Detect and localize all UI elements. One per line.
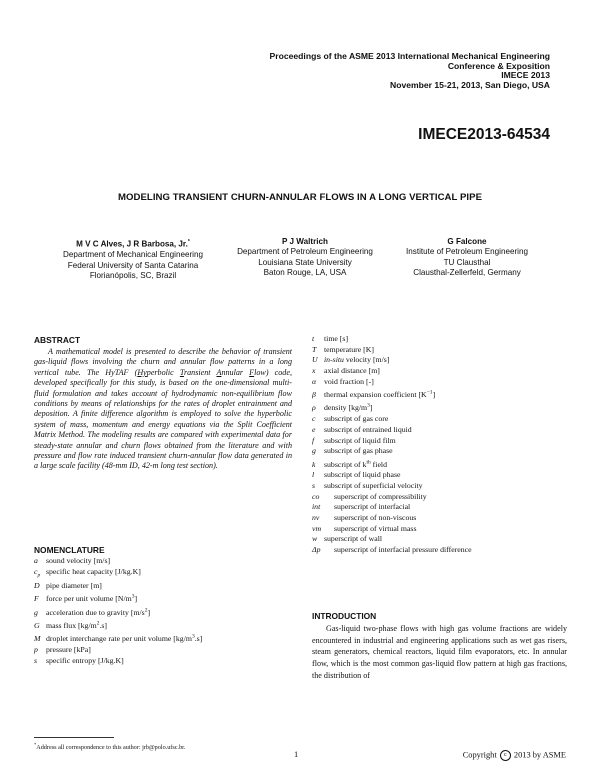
nomenclature-description: droplet interchange rate per unit volume $[kg/m^3.s]$ — [46, 633, 203, 644]
nomenclature-symbol: g — [34, 607, 38, 617]
author-inst: Louisiana State University — [258, 257, 352, 267]
author-name: P J Waltrich — [282, 237, 328, 246]
nomenclature-symbol: w — [312, 534, 318, 544]
nomenclature-description: superscript of compressibility — [334, 491, 427, 501]
nomenclature-entry — [312, 401, 567, 414]
author-name: G Falcone — [447, 237, 487, 246]
introduction-body: Gas-liquid two-phase flows with high gas volume fractions are widely encountered in industrial and engineering applications such as wet gas risers, steam generators, chemical reactors, liquid film evaporators, etc. In annular flow, which is the most common gas-liquid flow pattern at high gas fractions, the distribution of — [312, 624, 567, 680]
author-name: M V C Alves, J R Barbosa, Jr. — [76, 239, 188, 249]
nomenclature-symbol: co — [312, 491, 320, 501]
nomenclature-entry — [312, 355, 567, 366]
author-block-1 — [38, 237, 228, 281]
nomenclature-description: temperature [K] — [324, 344, 375, 354]
nomenclature-entry — [312, 414, 567, 425]
nomenclature-entry — [312, 334, 567, 345]
nomenclature-entry — [312, 513, 567, 524]
nomenclature-description: subscript of entrained liquid — [324, 424, 412, 434]
nomenclature-description: pressure [kPa] — [46, 644, 91, 654]
nomenclature-description: specific entropy [J/kg.K] — [46, 655, 124, 665]
author-loc: Clausthal-Zellerfeld, Germany — [413, 268, 521, 278]
author-dept: Department of Petroleum Engineering — [237, 247, 373, 257]
nomenclature-description: void fraction [-] — [324, 376, 374, 386]
nomenclature-symbol: G — [34, 620, 40, 630]
author-mark: * — [187, 239, 190, 245]
nomenclature-symbol: f — [312, 435, 315, 445]
nomenclature-symbol: t — [312, 334, 315, 343]
introduction-heading: INTRODUCTION — [312, 611, 377, 621]
nomenclature-symbol: x — [312, 366, 316, 376]
author-inst: Federal University of Santa Catarina — [67, 260, 199, 270]
proceedings-line-4: November 15-21, 2013, San Diego, USA — [389, 79, 550, 90]
nomenclature-entry — [34, 556, 292, 567]
nomenclature-description: acceleration due to gravity $[m/s^2]$ — [46, 606, 151, 617]
nomenclature-entry — [312, 366, 567, 377]
nomenclature-entry — [34, 581, 292, 592]
nomenclature-symbol: U — [312, 355, 318, 365]
author-inst: TU Clausthal — [443, 257, 491, 267]
nomenclature-symbol: s — [312, 480, 316, 490]
nomenclature-entry — [312, 481, 567, 492]
nomenclature-description: superscript of wall — [324, 534, 383, 544]
nomenclature-entry — [312, 388, 567, 401]
footnote-text: Address all correspondence to this author: jrb@polo.ufsc.br. — [36, 744, 186, 752]
nomenclature-description: mass flux $[kg/m^2.s]$ — [46, 620, 108, 630]
footnote-mark: * — [34, 742, 37, 747]
nomenclature-heading: NOMENCLATURE — [34, 545, 105, 555]
paper-id: IMECE2013-64534 — [418, 126, 550, 143]
nomenclature-entry — [34, 592, 292, 605]
nomenclature-entry — [34, 656, 292, 667]
nomenclature-list-left — [34, 556, 292, 666]
nomenclature-symbol: β — [312, 390, 316, 400]
nomenclature-entry — [312, 345, 567, 356]
nomenclature-entry — [312, 446, 567, 457]
nomenclature-description: subscript of gas core — [324, 414, 389, 424]
nomenclature-entry — [34, 632, 292, 645]
nomenclature-entry — [34, 618, 292, 631]
author-block-3 — [372, 237, 562, 279]
nomenclature-description: thermal expansion coefficient $[K^{-1}]$ — [324, 389, 436, 400]
nomenclature-symbol: p — [34, 644, 38, 654]
nomenclature-entry — [312, 545, 567, 556]
nomenclature-symbol: T — [312, 344, 317, 354]
nomenclature-entry — [34, 605, 292, 618]
nomenclature-description: superscript of interfacial — [334, 502, 411, 512]
nomenclature-list-right — [312, 334, 567, 556]
nomenclature-description: superscript of non-viscous — [334, 513, 417, 523]
nomenclature-symbol: k — [312, 459, 316, 469]
nomenclature-entry — [312, 377, 567, 388]
nomenclature-symbol: l — [312, 470, 315, 480]
nomenclature-symbol: g — [312, 446, 316, 456]
copyright-icon: c — [500, 750, 511, 761]
footnote — [34, 742, 185, 751]
nomenclature-symbol: α — [312, 376, 317, 386]
nomenclature-entry — [312, 436, 567, 447]
nomenclature-entry — [312, 502, 567, 513]
nomenclature-description: subscript of $k^{th}$ field — [324, 458, 387, 469]
proceedings-line-1: Proceedings of the ASME 2013 International Mechanical Engineering — [269, 51, 550, 61]
nomenclature-description: pipe diameter [m] — [46, 580, 102, 590]
nomenclature-symbol: F — [34, 594, 39, 604]
nomenclature-description: axial distance [m] — [324, 366, 380, 376]
nomenclature-symbol: a — [34, 556, 38, 565]
nomenclature-entry — [312, 524, 567, 535]
nomenclature-symbol: vm — [312, 523, 322, 533]
nomenclature-symbol: Δp — [312, 545, 321, 555]
nomenclature-symbol: ρ — [312, 403, 316, 413]
nomenclature-description: subscript of liquid film — [324, 435, 396, 445]
proceedings-header — [270, 52, 550, 90]
nomenclature-description: superscript of virtual mass — [334, 523, 417, 533]
nomenclature-symbol: $c_p$ — [34, 566, 41, 579]
nomenclature-symbol: int — [312, 502, 321, 512]
nomenclature-description: force per unit volume $[N/m^3]$ — [46, 593, 138, 604]
nomenclature-entry — [312, 425, 567, 436]
nomenclature-description: subscript of gas phase — [324, 446, 393, 456]
author-dept: Department of Mechanical Engineering — [63, 250, 203, 260]
nomenclature-symbol: D — [34, 580, 40, 590]
nomenclature-description: subscript of liquid phase — [324, 470, 401, 480]
nomenclature-symbol: e — [312, 424, 316, 434]
author-dept: Institute of Petroleum Engineering — [406, 247, 528, 257]
nomenclature-description: superscript of interfacial pressure difference — [334, 545, 472, 555]
nomenclature-entry — [312, 492, 567, 503]
author-loc: Florianópolis, SC, Brazil — [89, 270, 177, 280]
nomenclature-description: in-situ velocity [m/s] — [324, 355, 390, 365]
paper-title: MODELING TRANSIENT CHURN-ANNULAR FLOWS IN A LONG VERTICAL PIPE — [117, 192, 483, 203]
nomenclature-symbol: nv — [312, 513, 320, 523]
nomenclature-description: subscript of superficial velocity — [324, 480, 423, 490]
abstract-body: A mathematical model is presented to describe the behavior of transient gas-liquid flows involving the churn and annular flow patterns in a long vertical tube. The HyTAF (Hyperbolic Transient Annular Flow) code, developed specifically for this study, is based on the one-dimensional multi-fluid formulation and takes account of hydrodynamic non-equilibrium flow conditions by means of relationships for the rates of droplet entrainment and deposition. A finite difference algorithm is employed to solve the hyperbolic system of mass, momentum and energy equations via the Split Coefficient Matrix Method. The modeling results are compared with experimental data for steady-state annular and churn flows obtained from the literature and with pressure and flow rate induced transient churn-annular flow data generated in a large scale facility (48-mm ID, 42-m long test section). — [34, 347, 292, 471]
nomenclature-continued — [312, 334, 567, 556]
nomenclature-entry — [312, 534, 567, 545]
abstract-section — [34, 335, 292, 472]
nomenclature-section — [34, 545, 292, 666]
nomenclature-entry — [34, 645, 292, 656]
proceedings-line-2: Conference & Exposition — [447, 60, 550, 71]
footnote-rule — [34, 737, 114, 738]
author-loc: Baton Rouge, LA, USA — [263, 268, 347, 278]
nomenclature-symbol: s — [34, 655, 38, 665]
nomenclature-description: sound velocity [m/s] — [46, 556, 111, 565]
nomenclature-symbol: c — [312, 414, 316, 424]
nomenclature-entry — [34, 567, 292, 581]
nomenclature-description: time [s] — [324, 334, 349, 343]
nomenclature-entry — [312, 457, 567, 470]
page-number: 1 — [294, 750, 299, 759]
nomenclature-symbol: M — [34, 634, 41, 644]
abstract-heading: ABSTRACT — [34, 335, 81, 345]
nomenclature-description: specific heat capacity [J/kg.K] — [46, 566, 141, 576]
nomenclature-description: density $[kg/m^3]$ — [324, 402, 373, 413]
copyright-notice: Copyright c 2013 by ASME — [462, 750, 566, 760]
nomenclature-entry — [312, 470, 567, 481]
introduction-section — [312, 611, 567, 682]
proceedings-line-3: IMECE 2013 — [501, 70, 550, 81]
